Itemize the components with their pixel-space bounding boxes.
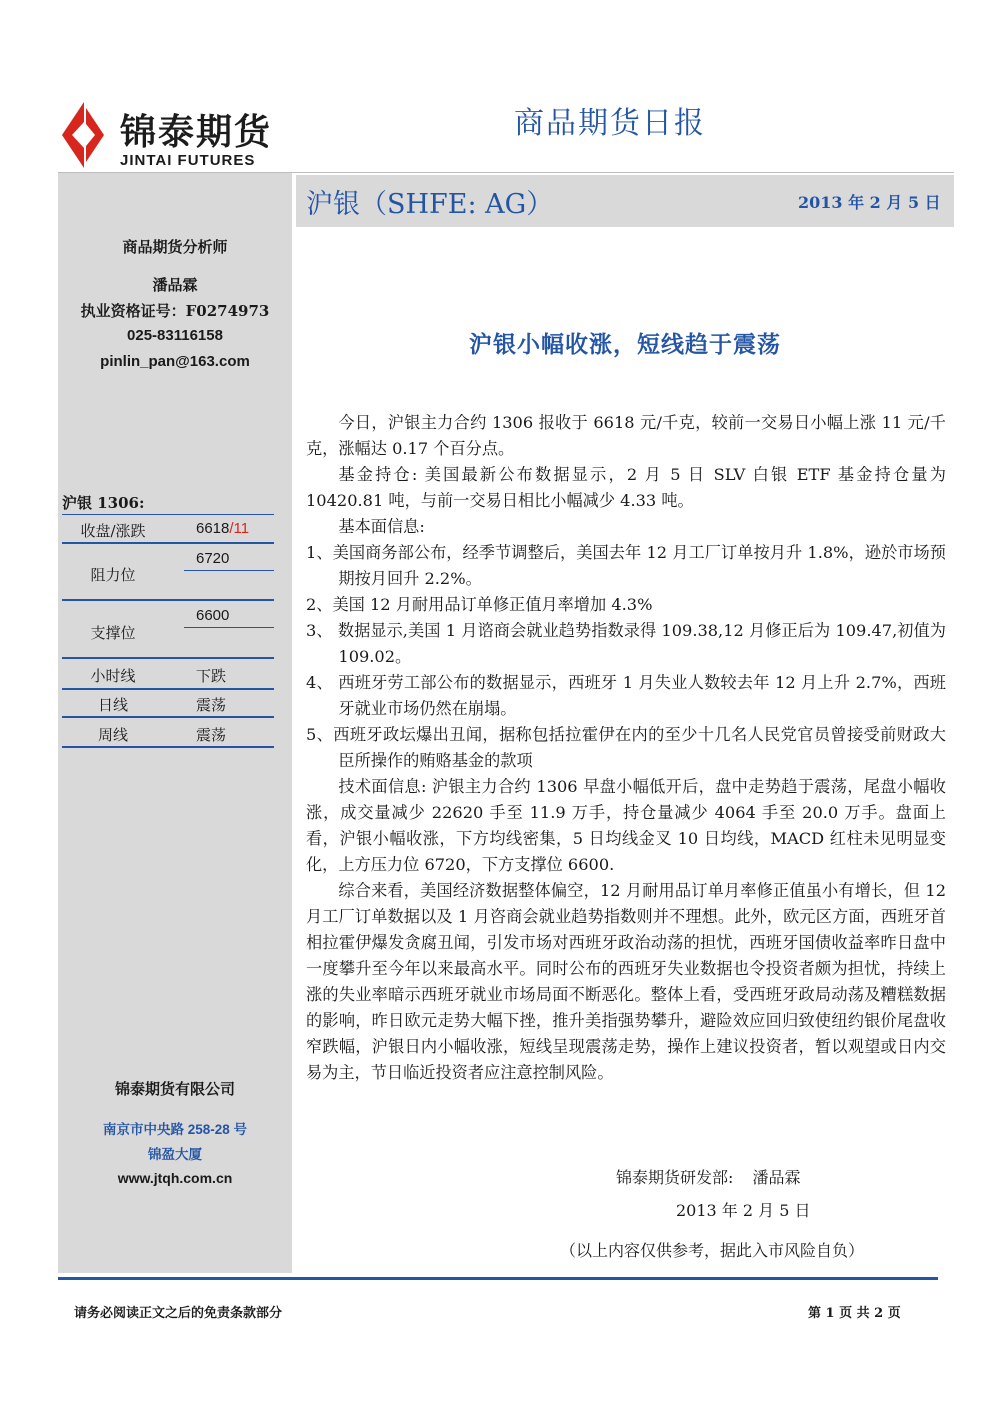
price-table [62, 512, 274, 752]
footer-disclaimer: 请务必阅读正文之后的免责条款部分 [74, 1306, 283, 1321]
signature-line [616, 1165, 801, 1188]
logo-english-name: JINTAI FUTURES [120, 152, 256, 169]
support-label: 支撑位 [90, 624, 136, 642]
contract-label: 沪银 1306: [62, 494, 145, 512]
weekly-label: 周线 [97, 726, 128, 744]
fundamental-item-3: 3、 数据显示,美国 1 月谘商会就业趋势指数录得 109.38,12 月修正后为 109.47,初值为 109.02。 [306, 621, 946, 666]
weekly-value: 震荡 [196, 726, 227, 744]
daily-value: 震荡 [196, 696, 227, 714]
risk-disclaimer-note: （以上内容仅供参考，据此入市风险自负） [560, 1241, 865, 1260]
daily-label: 日线 [97, 696, 128, 714]
paragraph-fundamentals-heading: 基本面信息: [338, 517, 425, 536]
support-value: 6600 [196, 607, 230, 624]
table-rule [62, 599, 274, 601]
table-rule [62, 716, 274, 718]
table-rule [62, 688, 274, 690]
table-rule [62, 542, 274, 544]
company-address-line2: 锦盈大厦 [148, 1147, 202, 1162]
close-value [196, 520, 249, 537]
fundamental-item-5: 5、西班牙政坛爆出丑闻，据称包括拉霍伊在内的至少十几名人民党官员曾接受前财政大臣所操作的贿赂基金的款项 [306, 725, 946, 770]
resistance-value: 6720 [196, 550, 230, 567]
logo-mark-icon [58, 100, 108, 170]
article-headline: 沪银小幅收涨，短线趋于震荡 [469, 332, 781, 358]
table-rule [62, 514, 274, 515]
paragraph-conclusion: 综合来看，美国经济数据整体偏空，12 月耐用品订单月率修正值虽小有增长，但 12 月工厂订单数据以及 1 月咨商会就业趋势指数则并不理想。此外，欧元区方面，西班牙首相拉霍伊爆发贪腐丑闻，引发市场对西班牙政治动荡的担忧，西班牙国债收益率昨日盘中一度攀升至今年以来最高水平。同时公布的西班牙失业数据也令投资者颇为担忧，持续上涨的失业率暗示西班牙就业市场局面不断恶化。整体上看，受西班牙政局动荡及糟糕数据的影响，昨日欧元走势大幅下挫，推升美指强势攀升，避险效应回归致使纽约银价尾盘收窄跌幅，沪银日内小幅收涨，短线呈现震荡走势，操作上建议投资者，暂以观望或日内交易为主，节日临近投资者应注意控制风险。 [306, 881, 946, 1082]
resistance-label: 阻力位 [90, 566, 136, 584]
close-price: 6618 [196, 520, 230, 537]
report-title: 商品期货日报 [514, 106, 706, 141]
close-label: 收盘/涨跌 [80, 522, 146, 540]
fundamental-item-2: 2、美国 12 月耐用品订单修正值月率增加 4.3% [306, 595, 653, 614]
company-website[interactable]: www.jtqh.com.cn [117, 1170, 233, 1186]
hourly-label: 小时线 [90, 667, 136, 685]
fundamental-item-1: 1、美国商务部公布，经季节调整后，美国去年 12 月工厂订单按月升 1.8%，逊於市场预期按月回升 2.2%。 [306, 543, 946, 588]
analyst-email[interactable]: pinlin_pan@163.com [100, 353, 250, 370]
analyst-title: 商品期货分析师 [122, 238, 228, 256]
analyst-name: 潘品霖 [152, 276, 198, 294]
paragraph-technical: 技术面信息: 沪银主力合约 1306 早盘小幅低开后，盘中走势趋于震荡，尾盘小幅收涨，成交量减少 22620 手至 11.9 万手，持仓量减少 4064 手至 20.0 万手。盘面上看，沪银小幅收涨，下方均线密集，5 日均线金叉 10 日均线，MACD 红柱未见明显变化，上方压力位 6720，下方支撑位 6600. [306, 777, 946, 874]
report-date: 2013 年 2 月 5 日 [798, 193, 941, 212]
brand-logo [58, 100, 298, 175]
page-number: 第 1 页 共 2 页 [808, 1306, 901, 1321]
logo-chinese-name: 锦泰期货 [120, 112, 273, 153]
product-title: 沪银（SHFE: AG） [306, 189, 554, 220]
company-name: 锦泰期货有限公司 [114, 1080, 235, 1098]
analyst-license: 执业资格证号：F0274973 [80, 302, 270, 320]
table-rule [184, 627, 274, 628]
close-change: /11 [229, 520, 250, 537]
table-rule [184, 570, 274, 571]
signature-name: 潘品霖 [752, 1168, 801, 1187]
signature-date: 2013 年 2 月 5 日 [676, 1201, 811, 1220]
hourly-value: 下跌 [196, 667, 227, 685]
article-body [306, 410, 946, 1086]
signature-dept: 锦泰期货研发部: [616, 1168, 734, 1187]
footer-divider [58, 1277, 938, 1280]
fundamental-item-4: 4、 西班牙劳工部公布的数据显示，西班牙 1 月失业人数较去年 12 月上升 2.7%，西班牙就业市场仍然在崩塌。 [306, 673, 946, 718]
analyst-phone: 025-83116158 [127, 327, 223, 344]
paragraph-fund-holdings: 基金持仓: 美国最新公布数据显示，2 月 5 日 SLV 白银 ETF 基金持仓量为 10420.81 吨，与前一交易日相比小幅减少 4.33 吨。 [306, 465, 946, 510]
company-address-line1: 南京市中央路 258-28 号 [102, 1122, 248, 1137]
paragraph-summary: 今日，沪银主力合约 1306 报收于 6618 元/千克，较前一交易日小幅上涨 11 元/千克，涨幅达 0.17 个百分点。 [306, 413, 946, 458]
table-rule [62, 746, 274, 748]
table-rule [62, 657, 274, 659]
